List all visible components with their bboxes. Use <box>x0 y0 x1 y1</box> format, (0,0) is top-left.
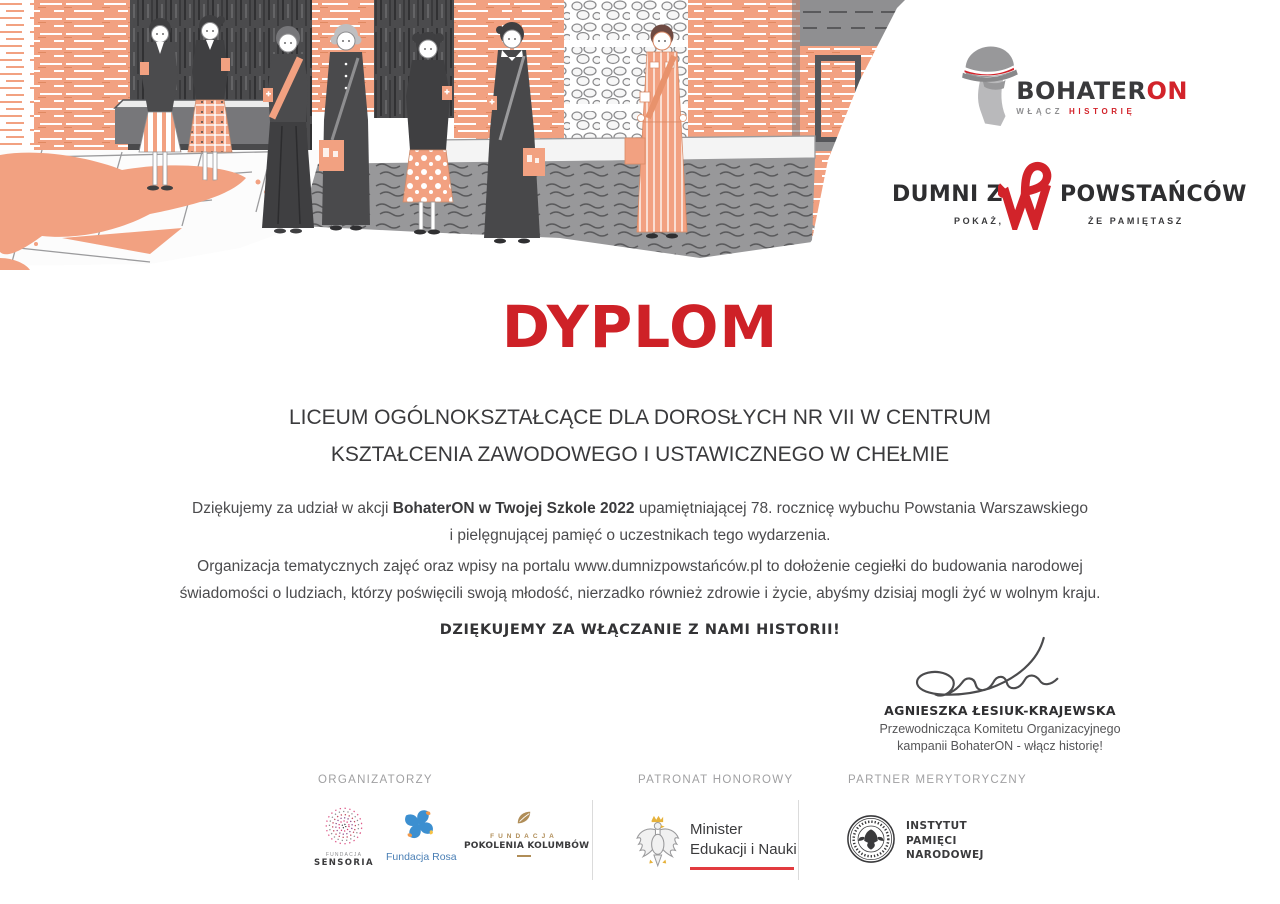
rosa-pinwheel-icon <box>401 806 437 844</box>
ipn-logo: INSTYTUT PAMIĘCI NARODOWEJ <box>846 814 984 864</box>
paragraph-thanks <box>0 495 1280 549</box>
fundacja-rosa-logo: Fundacja Rosa <box>386 806 452 863</box>
ipn-seal-icon <box>846 814 896 864</box>
organizers-label: ORGANIZATORZY <box>318 774 433 786</box>
dumni-left-text: DUMNI Z <box>892 182 1004 207</box>
kotwica-anchor-icon <box>998 158 1052 230</box>
recipient-line2: KSZTAŁCENIA ZAWODOWEGO I USTAWICZNEGO W CHEŁMIE <box>330 443 950 466</box>
paragraph-mission <box>0 553 1280 607</box>
street-scene-illustration <box>0 0 920 272</box>
sensoria-dots-icon <box>323 806 365 846</box>
footer-divider-2 <box>798 800 799 880</box>
paragraph-mission-line2: świadomości o ludziach, którzy poświęcili swoją młodość, nierzadko również zdrowie i życie, abyśmy dzisiaj mogli żyć w wolnym kraju. <box>179 585 1101 602</box>
bohateron-logo <box>958 36 1188 138</box>
minister-red-underline <box>690 867 794 870</box>
polish-eagle-icon <box>634 814 680 870</box>
signatory-name: AGNIESZKA ŁESIUK-KRAJEWSKA <box>884 703 1116 718</box>
kolumbow-leaf-icon <box>515 810 533 826</box>
paragraph-mission-line1: Organizacja tematycznych zajęć oraz wpisy na portalu www.dumnizpowstańców.pl to dołożenie cegiełki do budowania narodowej <box>197 558 1083 575</box>
fundacja-pokolenia-kolumbow-logo: FUNDACJA POKOLENIA KOLUMBÓW <box>464 810 584 857</box>
signature-scribble <box>885 636 1115 704</box>
closing-thanks-line: DZIĘKUJEMY ZA WŁĄCZANIE Z NAMI HISTORII! <box>439 622 841 638</box>
dumni-right-text: POWSTAŃCÓW <box>1060 182 1247 207</box>
bohateron-wordmark: BOHATERON <box>1016 77 1188 105</box>
bohateron-tagline: WŁĄCZ HISTORIĘ <box>1016 107 1136 116</box>
diploma-title: DYPLOM <box>501 293 779 361</box>
footer-divider-1 <box>592 800 593 880</box>
dumni-sub-pamietasz: ŻE PAMIĘTASZ <box>1088 216 1184 226</box>
minister-edukacji-logo: Minister Edukacji i Nauki <box>634 814 797 870</box>
paragraph-thanks-line1: Dziękujemy za udział w akcji BohaterON w Twojej Szkole 2022 upamiętniającej 78. rocznicę wybuchu Powstania Warszawskiego <box>192 500 1088 517</box>
paragraph-thanks-line2: i pielęgnującej pamięć o uczestnikach tego wydarzenia. <box>449 527 831 544</box>
dumni-sub-pokaz: POKAŻ, <box>954 216 1004 226</box>
helmet-soldier-icon <box>958 36 1020 134</box>
dumni-z-powstancow-logo <box>892 158 1252 244</box>
kolumbow-gold-dash <box>517 855 531 857</box>
patron-label: PATRONAT HONOROWY <box>638 774 794 786</box>
fundacja-sensoria-logo: FUNDACJA SENSORIA <box>312 806 376 868</box>
signature-block <box>855 636 1145 754</box>
partner-label: PARTNER MERYTORYCZNY <box>848 774 1027 786</box>
recipient-line1: LICEUM OGÓLNOKSZTAŁCĄCE DLA DOROSŁYCH NR VII W CENTRUM <box>288 406 992 429</box>
signatory-role: Przewodnicząca Komitetu Organizacyjnego kampanii BohaterON - włącz historię! <box>879 722 1121 753</box>
recipient-name <box>0 399 1280 473</box>
